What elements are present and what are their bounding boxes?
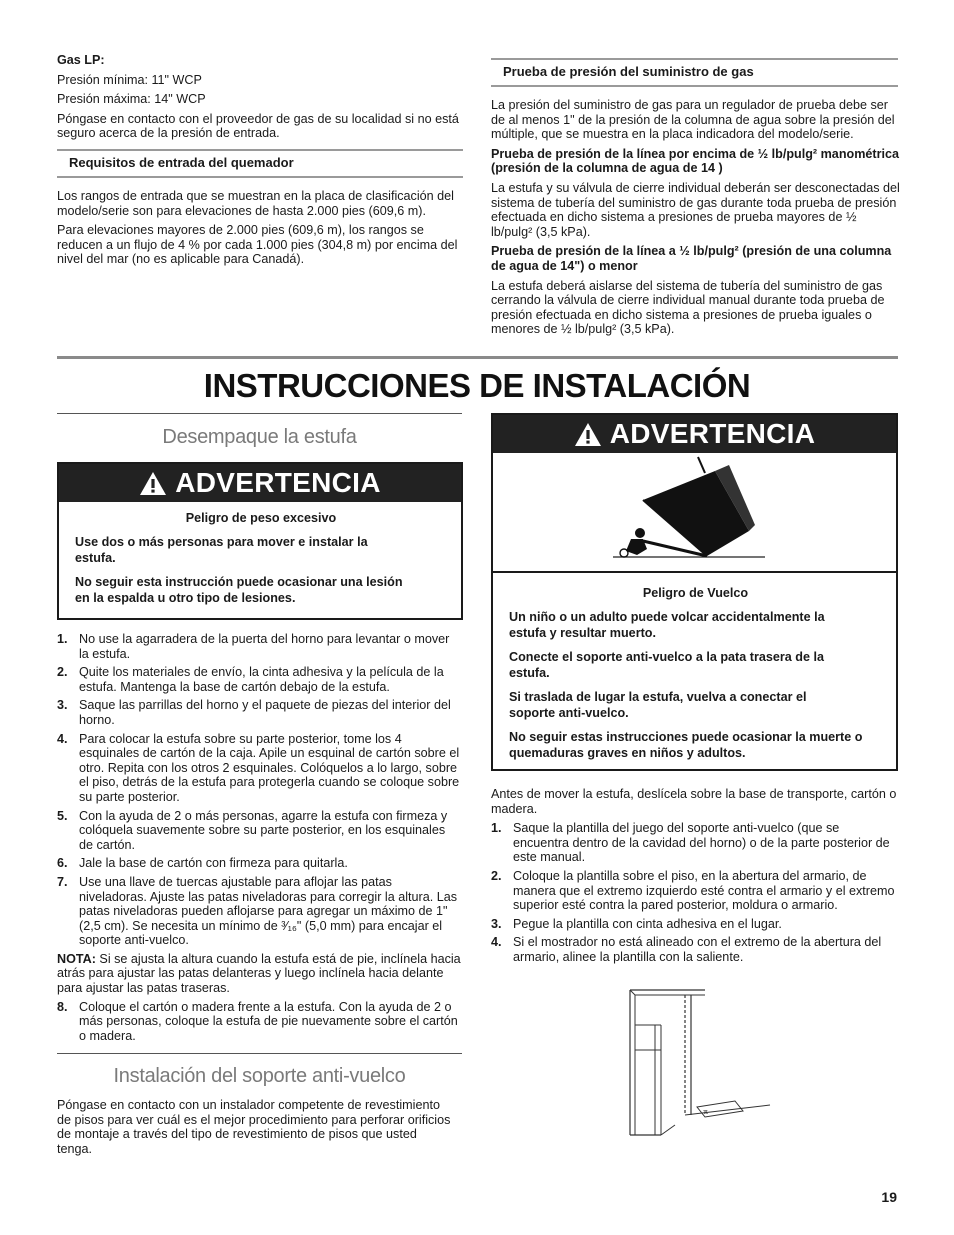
tip-illustration-panel: [493, 453, 896, 573]
list-item: 1. No use la agarradera de la puerta del horno para levantar o mover la estufa.: [57, 632, 450, 661]
weight-warning-caption: Peligro de peso excesivo: [185, 511, 337, 525]
list-item: 1. Saque la plantilla del juego del soporte anti-vuelco (que se encuentra dentro de la cavidad del horno) o de la parte posterior de este manual.: [491, 821, 890, 865]
tip-warning-line-2: Conecte el soporte anti-vuelco a la pata trasera de la estufa.: [509, 650, 824, 680]
list-item: 8. Coloque el cartón o madera frente a la estufa. Con la ayuda de 2 o más personas, coloque la estufa de pie nuevamente sobre el cartón o madera.: [57, 999, 458, 1043]
gas-lp-label: Gas LP:: [57, 53, 105, 67]
weight-warning-box: [57, 462, 463, 620]
pressure-test-heading: Prueba de presión del suministro de gas: [491, 58, 898, 87]
unpack-steps: [57, 632, 462, 1047]
list-item: 4. Si el mostrador no está alineado con el extremo de la abertura del armario, alinee la plantilla con la saliente.: [491, 935, 882, 964]
burner-heading: Requisitos de entrada del quemador: [57, 149, 463, 178]
svg-text:ℼ: ℼ: [703, 1109, 708, 1116]
cabinet-template-illustration: [625, 985, 775, 1145]
burner-paragraph-1: Los rangos de entrada que se muestran en la placa de clasificación del modelo/serie son para elevaciones de hasta 2.000 pies (609,6 m).: [57, 189, 454, 218]
weight-warning-bar: [59, 464, 461, 502]
tip-warning-label: ADVERTENCIA: [609, 417, 816, 449]
title-rule: [57, 356, 898, 359]
unpack-rule: [57, 413, 462, 414]
list-item: 5. Con la ayuda de 2 o más personas, agarre la estufa con firmeza y colóquela suavemente sobre su parte posterior, en los esquinales de cartón.: [57, 808, 448, 852]
list-item: 2. Quite los materiales de envío, la cinta adhesiva y la película de la estufa. Mantenga la base de cartón debajo de la estufa.: [57, 665, 444, 694]
warning-triangle-icon: [139, 471, 167, 496]
antitip-heading: Instalación del soporte anti-vuelco: [113, 1065, 406, 1087]
pressure-test-section: [491, 98, 901, 337]
above-heading: Prueba de presión de la línea por encima de ½ lb/pulg² manométrica (presión de la columna de agua de 14 ): [491, 146, 900, 176]
warning-triangle-icon: [574, 422, 602, 447]
list-item: 7. Use una llave de tuercas ajustable para aflojar las patas niveladoras. Ajuste las patas niveladoras para corregir la altura. Las patas niveladoras pueden aflojarse para agregar un máximo de 1" (2,5 cm). Se necesita un mínimo de ³⁄₁₆" (5,0 mm) para encajar el soporte anti-vuelco.: [57, 874, 458, 948]
min-pressure: Presión mínima: 11" WCP: [57, 72, 202, 87]
burner-paragraph-2: Para elevaciones mayores de 2.000 pies (609,6 m), los rangos se reducen a un flujo de 4 % por cada 1.000 pies (304,8 m) por encima del nivel del mar (no es aplicable para Canadá).: [57, 223, 458, 267]
page-number: 19: [881, 1189, 897, 1205]
tip-warning-line-3: Si traslada de lugar la estufa, vuelva a conectar el soporte anti-vuelco.: [509, 690, 807, 720]
list-item: 4. Para colocar la estufa sobre su parte posterior, tome los 4 esquinales de cartón de la caja. Apile un esquinal de cartón sobre el otro. Repita con los otros 2 esquinales. Colóquelos a lo largo, sobre el piso, detrás de la estufa para protegerla cuando se coloque sobre su parte posterior.: [57, 731, 460, 804]
weight-warning-label: ADVERTENCIA: [175, 466, 381, 498]
weight-warning-line-1: Use dos o más personas para mover e instalar la estufa.: [75, 535, 368, 565]
list-item: 3. Pegue la plantilla con cinta adhesiva en el lugar.: [491, 916, 782, 931]
antitip-text: Póngase en contacto con un instalador competente de revestimiento de pisos para ver cuál es el mejor procedimiento para perforar orificios de montaje a través del tipo de revestimiento de pisos que usted tenga.: [57, 1098, 451, 1156]
tip-warning-line-1: Un niño o un adulto puede volcar accidentalmente la estufa y resultar muerto.: [509, 610, 825, 640]
tip-warning-line-4: No seguir estas instrucciones puede ocasionar la muerte o quemaduras graves en niños y adultos.: [509, 730, 863, 760]
unpack-heading: Desempaque la estufa: [162, 426, 357, 448]
contact-note: Póngase en contacto con el proveedor de gas de su localidad si no está seguro acerca de la presión de entrada.: [57, 111, 459, 141]
burner-section: [57, 189, 462, 267]
above-paragraph: La estufa y su válvula de cierre individual deberán ser desconectadas del sistema de tubería del suministro de gas durante toda prueba de presión efectuada en dicho sistema a presiones de prueba mayores de ½ lb/pulg² (3,5 kPa).: [491, 180, 900, 239]
weight-warning-line-2: No seguir esta instrucción puede ocasionar una lesión en la espalda u otro tipo de lesiones.: [75, 575, 403, 605]
gas-lp-section: [57, 53, 462, 141]
below-paragraph: La estufa deberá aislarse del sistema de tubería del suministro de gas cerrando la válvula de cierre individual manual durante toda prueba de presión efectuada en dicho sistema a presiones de prueba iguales o menores de ½ lb/pulg² (3,5 kPa).: [491, 278, 885, 337]
list-item: 2. Coloque la plantilla sobre el piso, en la abertura del armario, de manera que el extremo izquierdo esté contra el armario y el extremo superior esté contra la pared posterior, moldura o armario.: [491, 868, 895, 913]
page-title: INSTRUCCIONES DE INSTALACIÓN: [203, 367, 751, 404]
list-item: 6. Jale la base de cartón con firmeza para quitarla.: [57, 856, 348, 871]
tip-warning-box: [491, 413, 898, 771]
tip-warning-bar: [493, 415, 896, 453]
unpack-note: NOTA: Si se ajusta la altura cuando la estufa está de pie, inclínela hacia atrás para ajustar las patas delanteras y luego inclínela hacia delante para ajustar las patas traseras.: [57, 951, 461, 996]
tipping-range-illustration: [493, 453, 896, 571]
move-section: [491, 787, 898, 969]
list-item: 3. Saque las parrillas del horno y el paquete de piezas del interior del horno.: [57, 698, 451, 727]
max-pressure: Presión máxima: 14" WCP: [57, 92, 206, 107]
tip-warning-caption: Peligro de Vuelco: [642, 586, 749, 600]
pressure-paragraph-1: La presión del suministro de gas para un regulador de prueba debe ser de al menos 1" de la presión de la columna de agua sobre la presión del múltiple, que se muestra en la placa indicadora del modelo/serie.: [491, 98, 895, 142]
move-intro: Antes de mover la estufa, deslícela sobre la base de transporte, cartón o madera.: [491, 787, 897, 816]
antitip-rule: [57, 1053, 462, 1054]
below-heading: Prueba de presión de la línea a ½ lb/pulg² (presión de una columna de agua de 14") o menor: [491, 244, 892, 273]
